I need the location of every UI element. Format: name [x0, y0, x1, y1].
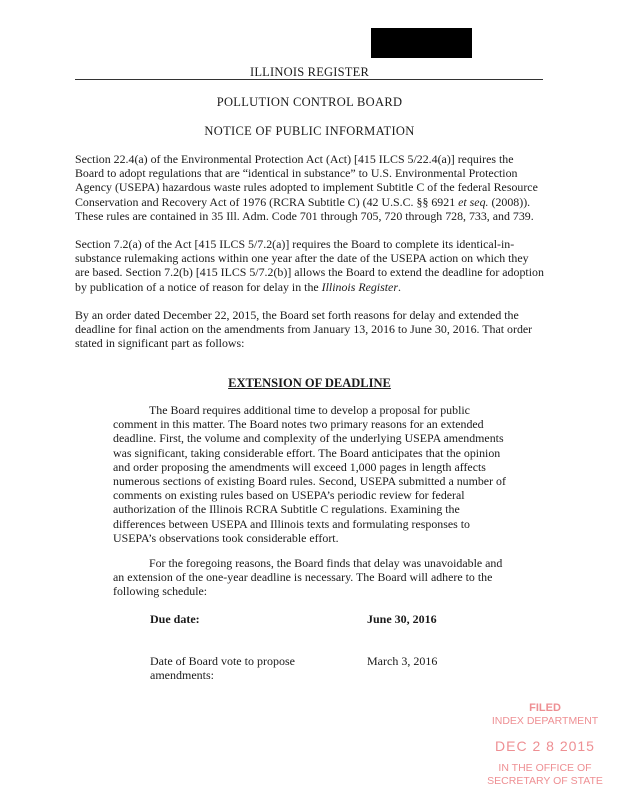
paragraph-italic: Illinois Register [321, 279, 398, 294]
paragraph-text-end: (2008)). These rules are contained in 35 Ill. Adm. Code 701 through 705, 720 through 728, 733, and 739. [75, 194, 534, 223]
stamp-date: DEC 2 8 2015 [495, 738, 595, 754]
paragraph-italic: et seq. [458, 194, 489, 209]
paragraph-text: Section 22.4(a) of the Environmental Protection Act (Act) [415 ILCS 5/22.4(a)] requires the Board to adopt regulations that are “identical in substance” to U.S. Environmental Protection Agency (USEPA) hazardous waste rules adopted to implement Subtitle C of the federal Resource Conservation and Recovery Act of 1976 (RCRA Subtitle C) (42 U.S.C. §§ 6921 [75, 152, 538, 209]
stamp-secretary: SECRETARY OF STATE [487, 775, 603, 787]
paragraph-section-7-2 [75, 237, 545, 294]
paragraph-order: By an order dated December 22, 2015, the Board set forth reasons for delay and extended the deadline for final action on the amendments from January 13, 2016 to June 30, 2016. That order stated in significant part as follows: [75, 308, 533, 351]
extension-heading: EXTENSION OF DEADLINE [228, 376, 391, 390]
vote-date-label-line2: amendments: [150, 668, 214, 683]
quote-paragraph-1 [113, 403, 507, 545]
paragraph-text: Section 7.2(a) of the Act [415 ILCS 5/7.2(a)] requires the Board to complete its identical-in-substance rulemaking actions within one year after the date of the USEPA action on which they are based. Section 7.2(b) [415 ILCS 5/7.2(b)] allows the Board to extend the deadline for adoption by publication of a notice of reason for delay in the [75, 237, 544, 294]
header-rule [75, 79, 543, 80]
due-date-value: June 30, 2016 [367, 612, 437, 626]
stamp-office: IN THE OFFICE OF [498, 762, 592, 774]
register-title: ILLINOIS REGISTER [249, 65, 369, 79]
vote-date-label [150, 654, 295, 682]
paragraph-text-end: . [397, 279, 401, 294]
vote-date-label-line1: Date of Board vote to propose [150, 654, 295, 668]
stamp-department: INDEX DEPARTMENT [491, 715, 599, 727]
due-date-label: Due date: [150, 612, 200, 626]
paragraph-section-22-4 [75, 152, 545, 223]
vote-date-value: March 3, 2016 [367, 654, 438, 668]
notice-title: NOTICE OF PUBLIC INFORMATION [204, 124, 415, 138]
quote-text: For the foregoing reasons, the Board finds that delay was unavoidable and an extension of the one-year deadline is necessary. The Board will adhere to the following schedule: [113, 556, 503, 599]
stamp-filed: FILED [529, 702, 561, 714]
filed-stamp [470, 702, 619, 788]
redaction-block [371, 28, 472, 58]
quote-paragraph-2 [113, 556, 507, 599]
quote-text: The Board requires additional time to develop a proposal for public comment in this matter. The Board notes two primary reasons for an extended deadline. First, the volume and complexity of the underlying USEPA amendments was significant, taking considerable effort. The Board anticipates that the opinion and order proposing the amendments will exceed 1,000 pages in length affects numerous sections of existing Board rules. Second, USEPA submitted a number of comments on existing rules based on USEPA’s periodic review for federal authorization of the Illinois RCRA Subtitle C regulations. Examining the differences between USEPA and Illinois texts and formulating responses to USEPA’s observations took considerable effort. [113, 403, 506, 545]
board-name: POLLUTION CONTROL BOARD [216, 95, 403, 109]
